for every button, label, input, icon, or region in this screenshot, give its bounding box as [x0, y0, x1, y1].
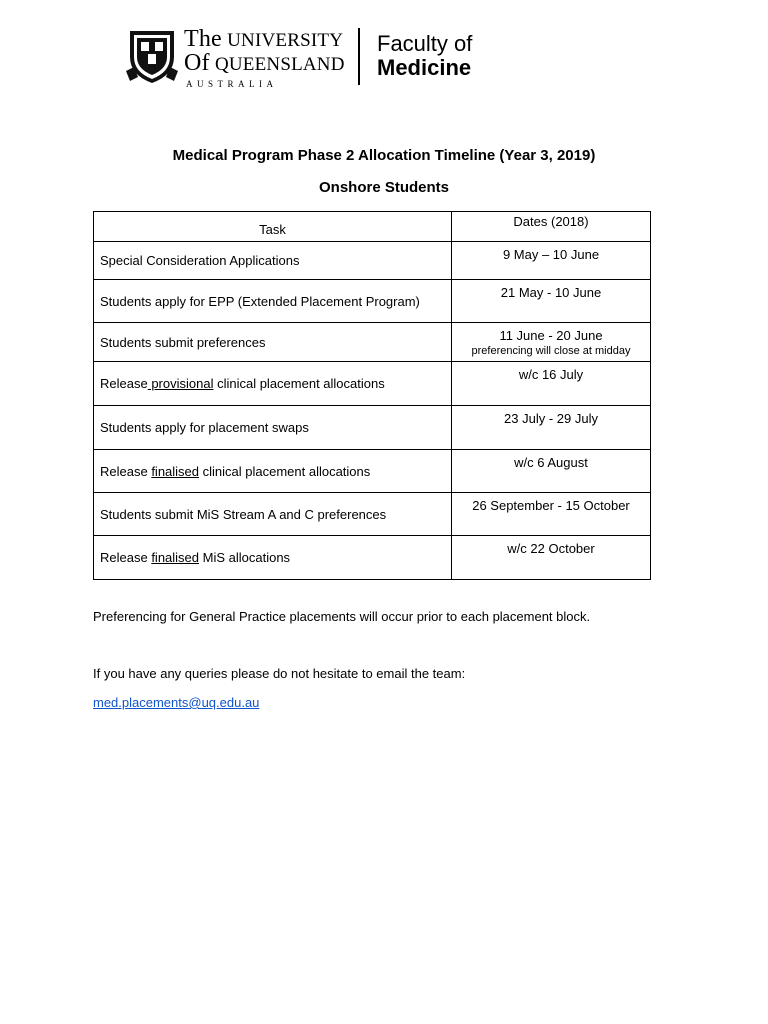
task-text: Students apply for EPP (Extended Placement Program): [100, 293, 420, 309]
date-text: 21 May - 10 June: [500, 285, 602, 300]
task-cell: [94, 406, 452, 450]
task-cell: [94, 323, 452, 362]
university-crest-icon: [126, 27, 178, 85]
wordmark-the: The: [184, 26, 222, 52]
header-dates: Dates (2018): [452, 212, 651, 242]
date-text: w/c 22 October: [507, 541, 595, 556]
task-text-end: clinical placement allocations: [199, 463, 371, 479]
header-task: Task: [94, 212, 452, 242]
task-underlined: finalised: [151, 550, 200, 565]
table-header-row: [94, 212, 651, 242]
table-row: [94, 280, 651, 323]
task-text-end: MiS allocations: [199, 550, 291, 565]
wordmark-australia: AUSTRALIA: [186, 79, 278, 89]
page-subtitle: Onshore Students: [318, 179, 449, 196]
table-row: [94, 493, 651, 536]
date-text: 23 July - 29 July: [504, 411, 598, 426]
date-cell: [452, 406, 651, 450]
task-cell: [94, 450, 452, 493]
task-cell: [94, 536, 452, 580]
general-practice-note: Preferencing for General Practice placements will occur prior to each placement block.: [93, 609, 591, 624]
task-text: Release: [100, 463, 152, 479]
task-text: Students submit MiS Stream A and C preferences: [100, 506, 387, 522]
task-text: Release: [100, 550, 152, 565]
date-cell: [452, 450, 651, 493]
table-row: [94, 323, 651, 362]
task-text: Special Consideration Applications: [100, 253, 300, 268]
table-row: [94, 450, 651, 493]
task-cell: [94, 493, 452, 536]
page-title: Medical Program Phase 2 Allocation Timeline (Year 3, 2019): [172, 147, 596, 164]
date-cell: [452, 536, 651, 580]
timeline-table: [93, 211, 651, 580]
faculty-wordmark: [377, 32, 472, 80]
date-text: 26 September - 15 October: [472, 498, 630, 513]
task-text-end: clinical placement allocations: [213, 376, 385, 391]
date-cell: [452, 362, 651, 406]
table-row: [94, 536, 651, 580]
faculty-medicine: Medicine: [377, 55, 472, 80]
date-text: w/c 16 July: [518, 367, 584, 382]
logo-divider: [358, 28, 360, 85]
header-logo: [126, 26, 506, 90]
task-text: Students apply for placement swaps: [100, 420, 309, 435]
table-row: [94, 406, 651, 450]
task-cell: [94, 280, 452, 323]
date-cell: [452, 242, 651, 280]
date-text: w/c 6 August: [514, 455, 588, 470]
task-underlined: finalised: [151, 463, 200, 479]
wordmark-university: UNIVERSITY: [227, 30, 344, 51]
date-text: 9 May – 10 June: [502, 247, 600, 262]
date-cell: [452, 323, 651, 362]
task-cell: [94, 362, 452, 406]
date-cell: [452, 280, 651, 323]
queries-note: If you have any queries please do not hesitate to email the team:: [93, 666, 466, 681]
wordmark-of: Of: [184, 50, 210, 76]
table-row: [94, 362, 651, 406]
email-link[interactable]: med.placements@uq.edu.au: [93, 695, 260, 710]
wordmark-queensland: QUEENSLAND: [214, 54, 345, 75]
task-text: Release: [100, 376, 148, 391]
date-note: preferencing will close at midday: [471, 345, 631, 357]
task-text: Students submit preferences: [100, 334, 266, 350]
date-text: 11 June - 20 June: [499, 328, 603, 343]
task-underlined: provisional: [147, 376, 214, 391]
university-wordmark: [184, 28, 345, 89]
task-cell: [94, 242, 452, 280]
table-row: [94, 242, 651, 280]
date-cell: [452, 493, 651, 536]
faculty-of: Faculty of: [377, 31, 473, 56]
